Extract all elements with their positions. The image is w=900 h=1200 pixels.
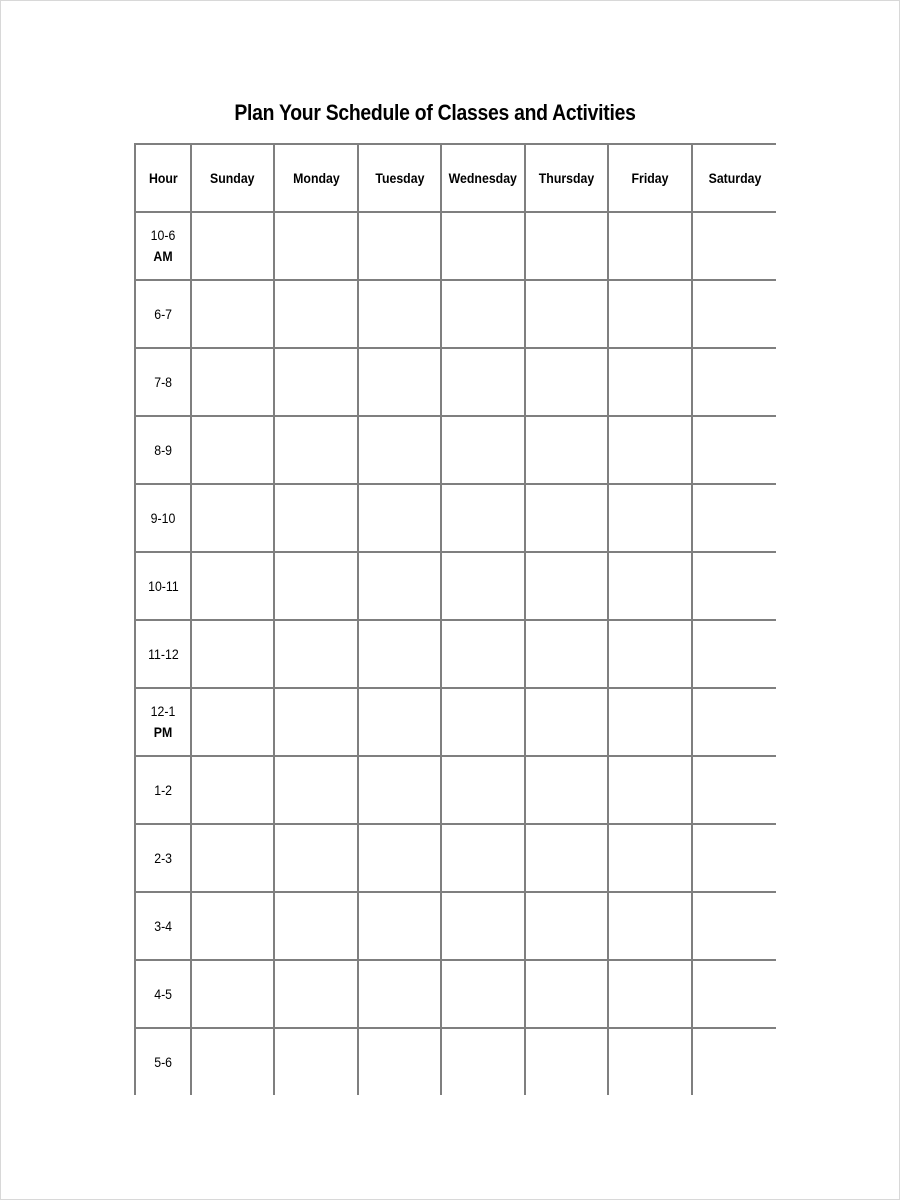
schedule-cell[interactable]: [692, 484, 776, 552]
schedule-cell[interactable]: [525, 960, 608, 1028]
hour-cell: [135, 960, 191, 1028]
hour-label: [151, 225, 176, 267]
schedule-cell[interactable]: [441, 212, 525, 280]
schedule-cell[interactable]: [525, 484, 608, 552]
schedule-cell[interactable]: [191, 688, 274, 756]
schedule-cell[interactable]: [274, 280, 358, 348]
schedule-cell[interactable]: [692, 1028, 776, 1095]
table-row: [135, 688, 776, 756]
hour-cell: [135, 1028, 191, 1095]
schedule-cell[interactable]: [358, 280, 441, 348]
schedule-cell[interactable]: [525, 416, 608, 484]
schedule-cell[interactable]: [274, 484, 358, 552]
header-monday: Monday: [274, 144, 358, 212]
header-thursday: Thursday: [525, 144, 608, 212]
hour-cell: [135, 552, 191, 620]
schedule-cell[interactable]: [525, 280, 608, 348]
schedule-cell[interactable]: [608, 620, 692, 688]
header-wednesday: Wednesday: [441, 144, 525, 212]
schedule-cell[interactable]: [358, 1028, 441, 1095]
schedule-cell[interactable]: [274, 552, 358, 620]
hour-label: [154, 848, 172, 869]
schedule-cell[interactable]: [692, 756, 776, 824]
schedule-cell[interactable]: [274, 960, 358, 1028]
hour-label: [154, 440, 172, 461]
table-row: [135, 348, 776, 416]
schedule-cell[interactable]: [358, 960, 441, 1028]
schedule-cell[interactable]: [191, 348, 274, 416]
table-row: [135, 824, 776, 892]
schedule-cell[interactable]: [191, 552, 274, 620]
hour-label: [151, 701, 176, 743]
schedule-cell[interactable]: [191, 892, 274, 960]
hour-range: 10-6: [150, 227, 176, 243]
schedule-cell[interactable]: [358, 416, 441, 484]
table-row: [135, 960, 776, 1028]
schedule-cell[interactable]: [274, 620, 358, 688]
hour-cell: [135, 280, 191, 348]
schedule-body: [135, 212, 776, 1095]
schedule-cell[interactable]: [441, 416, 525, 484]
hour-range: 12-1: [150, 703, 176, 719]
hour-label: [154, 1052, 172, 1073]
schedule-cell[interactable]: [274, 756, 358, 824]
schedule-cell[interactable]: [692, 960, 776, 1028]
schedule-cell[interactable]: [692, 348, 776, 416]
hour-cell: [135, 484, 191, 552]
schedule-cell[interactable]: [525, 688, 608, 756]
schedule-cell[interactable]: [358, 348, 441, 416]
schedule-cell[interactable]: [608, 212, 692, 280]
schedule-cell[interactable]: [608, 552, 692, 620]
header-sunday: Sunday: [191, 144, 274, 212]
hour-period: AM: [153, 248, 173, 264]
hour-label: [148, 576, 179, 597]
schedule-cell[interactable]: [358, 688, 441, 756]
schedule-cell[interactable]: [191, 620, 274, 688]
schedule-table: [134, 143, 776, 1095]
table-row: [135, 484, 776, 552]
schedule-cell[interactable]: [441, 688, 525, 756]
schedule-cell[interactable]: [525, 212, 608, 280]
hour-cell: [135, 212, 191, 280]
schedule-cell[interactable]: [525, 348, 608, 416]
schedule-cell[interactable]: [191, 416, 274, 484]
schedule-cell[interactable]: [191, 484, 274, 552]
schedule-cell[interactable]: [191, 1028, 274, 1095]
table-row: [135, 552, 776, 620]
schedule-cell[interactable]: [441, 756, 525, 824]
schedule-cell[interactable]: [191, 824, 274, 892]
header-hour: Hour: [135, 144, 191, 212]
schedule-cell[interactable]: [274, 824, 358, 892]
schedule-cell[interactable]: [441, 824, 525, 892]
schedule-cell[interactable]: [608, 756, 692, 824]
hour-cell: [135, 688, 191, 756]
schedule-cell[interactable]: [358, 756, 441, 824]
schedule-cell[interactable]: [441, 620, 525, 688]
schedule-cell[interactable]: [692, 416, 776, 484]
hour-range: 7-8: [154, 373, 172, 390]
header-row: [135, 144, 776, 212]
schedule-cell[interactable]: [274, 212, 358, 280]
schedule-cell[interactable]: [358, 484, 441, 552]
hour-range: 11-12: [147, 645, 179, 662]
hour-cell: [135, 620, 191, 688]
schedule-cell[interactable]: [441, 348, 525, 416]
schedule-cell[interactable]: [191, 960, 274, 1028]
schedule-cell[interactable]: [191, 756, 274, 824]
table-row: [135, 892, 776, 960]
hour-range: 5-6: [154, 1053, 172, 1070]
schedule-cell[interactable]: [608, 892, 692, 960]
schedule-cell[interactable]: [525, 620, 608, 688]
schedule-cell[interactable]: [358, 892, 441, 960]
schedule-cell[interactable]: [525, 892, 608, 960]
schedule-cell[interactable]: [692, 688, 776, 756]
hour-range: 1-2: [154, 781, 172, 798]
table-row: [135, 212, 776, 280]
hour-range: 9-10: [150, 509, 176, 526]
schedule-cell[interactable]: [692, 620, 776, 688]
hour-label: [154, 916, 172, 937]
schedule-cell[interactable]: [274, 892, 358, 960]
schedule-cell[interactable]: [692, 824, 776, 892]
schedule-cell[interactable]: [608, 484, 692, 552]
schedule-cell[interactable]: [525, 756, 608, 824]
table-row: [135, 280, 776, 348]
schedule-cell[interactable]: [191, 212, 274, 280]
table-row: [135, 1028, 776, 1095]
hour-label: [148, 644, 179, 665]
schedule-cell[interactable]: [608, 688, 692, 756]
schedule-cell[interactable]: [191, 280, 274, 348]
schedule-cell[interactable]: [608, 416, 692, 484]
schedule-cell[interactable]: [608, 824, 692, 892]
hour-range: 2-3: [154, 849, 172, 866]
table-row: [135, 620, 776, 688]
hour-label: [151, 508, 176, 529]
schedule-cell[interactable]: [525, 1028, 608, 1095]
header-friday: Friday: [608, 144, 692, 212]
schedule-cell[interactable]: [441, 280, 525, 348]
schedule-cell[interactable]: [358, 824, 441, 892]
schedule-cell[interactable]: [692, 552, 776, 620]
schedule-cell[interactable]: [274, 416, 358, 484]
schedule-cell[interactable]: [692, 280, 776, 348]
schedule-cell[interactable]: [608, 1028, 692, 1095]
hour-range: 4-5: [154, 985, 172, 1002]
schedule-cell[interactable]: [608, 348, 692, 416]
hour-period: PM: [153, 724, 173, 740]
hour-label: [154, 372, 172, 393]
schedule-grid: [134, 143, 776, 1095]
schedule-cell[interactable]: [358, 552, 441, 620]
hour-label: [154, 780, 172, 801]
hour-range: 10-11: [147, 577, 179, 594]
page-title: Plan Your Schedule of Classes and Activities: [234, 100, 636, 125]
hour-range: 8-9: [154, 441, 172, 458]
schedule-cell[interactable]: [525, 552, 608, 620]
schedule-cell[interactable]: [525, 824, 608, 892]
hour-cell: [135, 416, 191, 484]
schedule-cell[interactable]: [692, 212, 776, 280]
hour-cell: [135, 756, 191, 824]
hour-range: 3-4: [154, 917, 172, 934]
schedule-cell[interactable]: [692, 892, 776, 960]
schedule-cell[interactable]: [358, 620, 441, 688]
hour-cell: [135, 892, 191, 960]
hour-range: 6-7: [154, 305, 172, 322]
schedule-cell[interactable]: [441, 1028, 525, 1095]
schedule-cell[interactable]: [358, 212, 441, 280]
schedule-cell[interactable]: [608, 280, 692, 348]
header-tuesday: Tuesday: [358, 144, 441, 212]
header-saturday: Saturday: [692, 144, 776, 212]
schedule-cell[interactable]: [274, 1028, 358, 1095]
schedule-cell[interactable]: [274, 688, 358, 756]
hour-label: [154, 304, 172, 325]
hour-label: [154, 984, 172, 1005]
schedule-cell[interactable]: [441, 960, 525, 1028]
table-row: [135, 756, 776, 824]
schedule-cell[interactable]: [608, 960, 692, 1028]
schedule-cell[interactable]: [441, 552, 525, 620]
hour-cell: [135, 824, 191, 892]
table-row: [135, 416, 776, 484]
schedule-cell[interactable]: [441, 892, 525, 960]
hour-cell: [135, 348, 191, 416]
schedule-cell[interactable]: [274, 348, 358, 416]
schedule-cell[interactable]: [441, 484, 525, 552]
